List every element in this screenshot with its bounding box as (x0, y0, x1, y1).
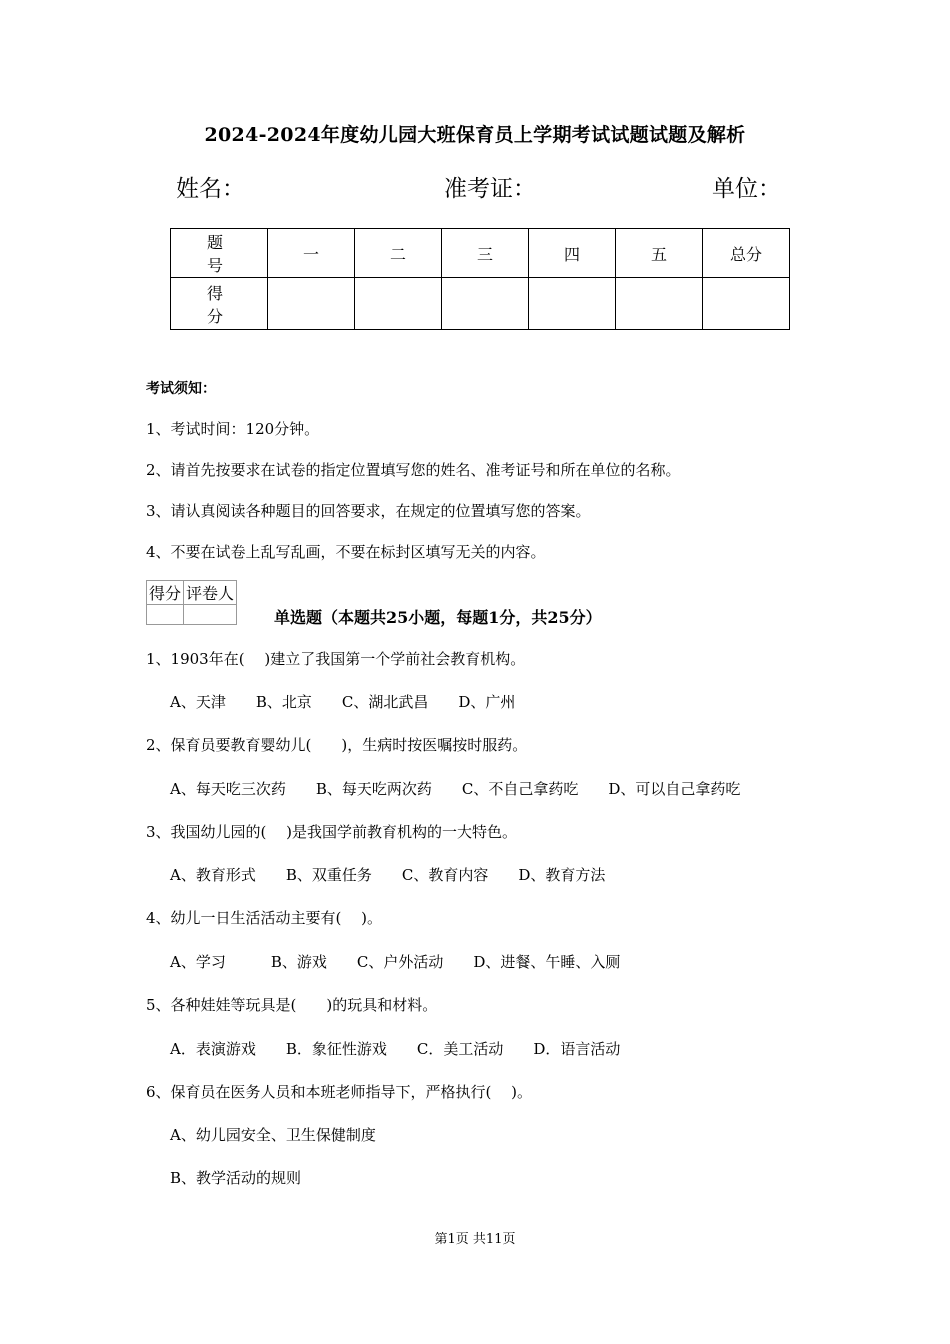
grader-name-cell (184, 605, 237, 625)
question-1-options: A、天津 B、北京 C、湖北武昌 D、广州 (170, 693, 516, 711)
score-cell (268, 278, 355, 330)
name-field-label: 姓名： (176, 176, 245, 202)
question-6-option-a: A、幼儿园安全、卫生保健制度 (170, 1126, 376, 1144)
page-footer: 第1页 共11页 (434, 1232, 516, 1247)
score-cell (529, 278, 616, 330)
score-cell (703, 278, 790, 330)
notes-title: 考试须知： (146, 381, 216, 397)
note-item: 1、考试时间：120分钟。 (146, 420, 320, 438)
question-1: 1、1903年在( )建立了我国第一个学前社会教育机构。 (146, 650, 526, 668)
score-row-label: 得 分 (171, 278, 268, 330)
question-4-options: A、学习 B、游戏 C、户外活动 D、进餐、午睡、入厕 (170, 953, 621, 971)
question-2: 2、保育员要教育婴幼儿( )，生病时按医嘱按时服药。 (146, 736, 528, 754)
score-table (170, 228, 790, 330)
grader-name-label: 评卷人 (184, 581, 237, 605)
grader-score-cell (147, 605, 184, 625)
score-table-header-row (171, 229, 790, 278)
score-cell (616, 278, 703, 330)
score-table-score-row (171, 278, 790, 330)
question-3-options: A、教育形式 B、双重任务 C、教育内容 D、教育方法 (170, 866, 606, 884)
question-2-options: A、每天吃三次药 B、每天吃两次药 C、不自己拿药吃 D、可以自己拿药吃 (170, 780, 741, 798)
score-table-header-cell: 四 (529, 229, 616, 278)
document-title: 2024-2024年度幼儿园大班保育员上学期考试试题试题及解析 (204, 124, 746, 146)
score-table-header-cell: 总分 (703, 229, 790, 278)
question-5-options: A．表演游戏 B．象征性游戏 C．美工活动 D．语言活动 (170, 1040, 621, 1058)
question-6: 6、保育员在医务人员和本班老师指导下，严格执行( )。 (146, 1083, 533, 1101)
note-item: 3、请认真阅读各种题目的回答要求，在规定的位置填写您的答案。 (146, 502, 591, 520)
score-table-header-cell: 题 号 (171, 229, 268, 278)
exam-number-field-label: 准考证： (444, 176, 536, 202)
score-table-header-cell: 一 (268, 229, 355, 278)
note-item: 4、不要在试卷上乱写乱画，不要在标封区填写无关的内容。 (146, 543, 546, 561)
score-cell (442, 278, 529, 330)
score-table-header-cell: 二 (355, 229, 442, 278)
score-table-header-cell: 五 (616, 229, 703, 278)
unit-field-label: 单位： (712, 176, 781, 202)
grader-table (146, 580, 237, 625)
section-title: 单选题（本题共25小题，每题1分，共25分） (274, 608, 602, 627)
question-5: 5、各种娃娃等玩具是( )的玩具和材料。 (146, 996, 438, 1014)
note-item: 2、请首先按要求在试卷的指定位置填写您的姓名、准考证号和所在单位的名称。 (146, 461, 681, 479)
question-6-option-b: B、教学活动的规则 (170, 1169, 302, 1187)
score-table-header-cell: 三 (442, 229, 529, 278)
question-3: 3、我国幼儿园的( )是我国学前教育机构的一大特色。 (146, 823, 518, 841)
score-cell (355, 278, 442, 330)
question-4: 4、幼儿一日生活活动主要有( )。 (146, 909, 383, 927)
grader-score-label: 得分 (147, 581, 184, 605)
